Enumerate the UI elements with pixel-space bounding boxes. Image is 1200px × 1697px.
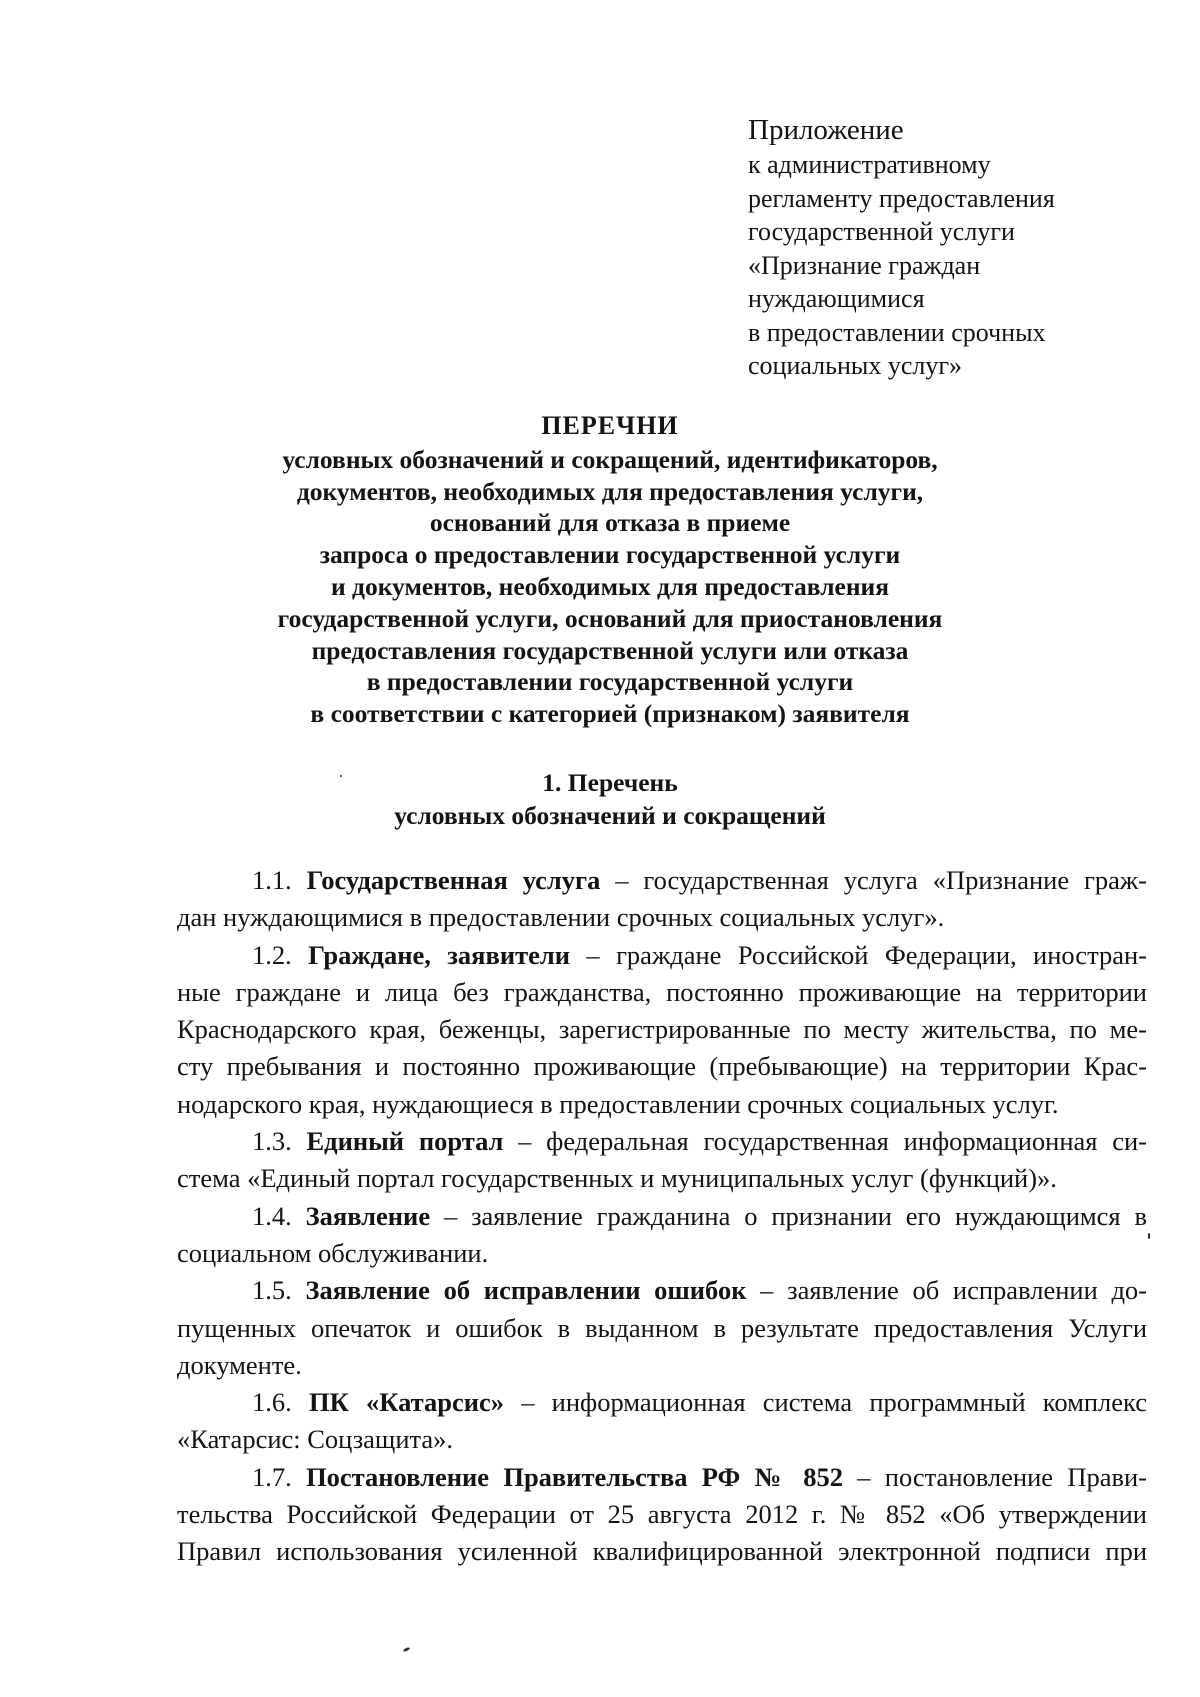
- paragraph-line: Правил использования усиленной квалифицированной электронной подписи при: [177, 1536, 1147, 1567]
- paragraph-line: пущенных опечаток и ошибок в выданном в результате предоставления Услуги: [177, 1312, 1147, 1343]
- paragraph-text: – государственная услуга «Признание граж-: [600, 865, 1148, 895]
- paragraph-term: Граждане, заявители: [308, 939, 570, 970]
- paragraph-line: стема «Единый портал государственных и муниципальных услуг (функций)».: [177, 1163, 1057, 1194]
- heading-line: и документов, необходимых для предоставления: [330, 571, 890, 601]
- heading-title: ПЕРЕЧНИ: [541, 411, 679, 440]
- paragraph-number: 1.2.: [252, 939, 292, 970]
- body-text: [177, 862, 1147, 1571]
- appendix-line: государственной услуги: [748, 217, 1015, 246]
- paragraph-number: 1.7.: [252, 1461, 292, 1492]
- section-title: 1. Перечень: [542, 768, 678, 797]
- paragraph-text: – постановление Прави-: [842, 1461, 1147, 1492]
- appendix-header: [748, 113, 1168, 383]
- paragraph-first-line: [177, 1123, 1147, 1160]
- appendix-line: в предоставлении срочных: [748, 317, 1046, 347]
- heading-line: документов, необходимых для предоставления услуги,: [296, 476, 924, 506]
- paragraph-term: Заявление: [305, 1200, 431, 1231]
- section-subtitle: условных обозначений и сокращений: [394, 801, 826, 830]
- scan-speck: [1148, 1233, 1150, 1239]
- appendix-line: регламенту предоставления: [748, 183, 1055, 213]
- paragraph-line: дан нуждающимися в предоставлении срочных социальных услуг».: [177, 902, 945, 933]
- heading-line: предоставления государственной услуги или отказа: [311, 635, 909, 665]
- appendix-line: социальных услуг»: [748, 351, 963, 380]
- paragraph-number: 1.4.: [252, 1200, 292, 1231]
- paragraph-term: ПК «Катарсис»: [308, 1387, 505, 1418]
- paragraph-text: – заявление об исправлении до-: [746, 1275, 1147, 1306]
- paragraph-line: социальном обслуживании.: [177, 1237, 489, 1268]
- heading-line: оснований для отказа в приеме: [429, 508, 791, 538]
- paragraph-line: «Катарсис: Соцзащита».: [177, 1424, 454, 1455]
- paragraph-number: 1.6.: [252, 1387, 292, 1418]
- paragraph-line: сту пребывания и постоянно проживающие (пребывающие) на территории Крас-: [177, 1051, 1147, 1082]
- paragraph-term: Единый портал: [306, 1126, 504, 1157]
- heading-line: в соответствии с категорией (признаком) заявителя: [310, 699, 910, 729]
- paragraph-first-line: [177, 937, 1147, 974]
- paragraph-text: – граждане Российской Федерации, иностран-: [570, 939, 1147, 970]
- heading-line: государственной услуги, оснований для приостановления: [277, 603, 943, 633]
- paragraph-term: Заявление об исправлении ошибок: [305, 1275, 747, 1306]
- section-heading: [180, 766, 1040, 832]
- paragraph-line: тельства Российской Федерации от 25 августа 2012 г. № 852 «Об утверждении: [177, 1499, 1147, 1530]
- paragraph-text: – информационная система программный комплекс: [504, 1387, 1147, 1418]
- paragraph-number: 1.5.: [252, 1275, 292, 1306]
- paragraph-first-line: [177, 862, 1147, 899]
- paragraph-first-line: [177, 1198, 1147, 1235]
- paragraph-text: – заявление гражданина о признании его нуждающимся в: [430, 1200, 1148, 1231]
- document-heading: [180, 410, 1040, 730]
- paragraph-line: документе.: [177, 1349, 302, 1380]
- heading-line: запроса о предоставлении государственной услуги: [319, 540, 901, 570]
- paragraph-first-line: [177, 1272, 1147, 1309]
- appendix-title: Приложение: [748, 114, 904, 146]
- paragraph-line: Краснодарского края, беженцы, зарегистрированные по месту жительства, по ме-: [177, 1014, 1147, 1045]
- paragraph-first-line: [177, 1459, 1147, 1496]
- appendix-line: нуждающимися: [748, 284, 925, 313]
- paragraph-term: Постановление Правительства РФ № 852: [306, 1461, 843, 1492]
- appendix-line: «Признание граждан: [748, 250, 981, 280]
- paragraph-number: 1.3.: [252, 1126, 292, 1157]
- paragraph-line: нодарского края, нуждающиеся в предоставлении срочных социальных услуг.: [177, 1088, 1059, 1119]
- paragraph-term: Государственная услуга: [306, 865, 601, 895]
- scan-speck: [403, 1647, 411, 1653]
- scan-speck: [340, 775, 342, 777]
- paragraph-number: 1.1.: [252, 865, 292, 895]
- paragraph-line: ные граждане и лица без гражданства, постоянно проживающие на территории: [177, 976, 1147, 1007]
- appendix-line: к административному: [748, 150, 991, 179]
- paragraph-text: – федеральная государственная информационная си-: [503, 1126, 1148, 1157]
- paragraph-first-line: [177, 1384, 1147, 1421]
- heading-line: в предоставлении государственной услуги: [366, 667, 854, 697]
- heading-line: условных обозначений и сокращений, идентификаторов,: [282, 444, 938, 474]
